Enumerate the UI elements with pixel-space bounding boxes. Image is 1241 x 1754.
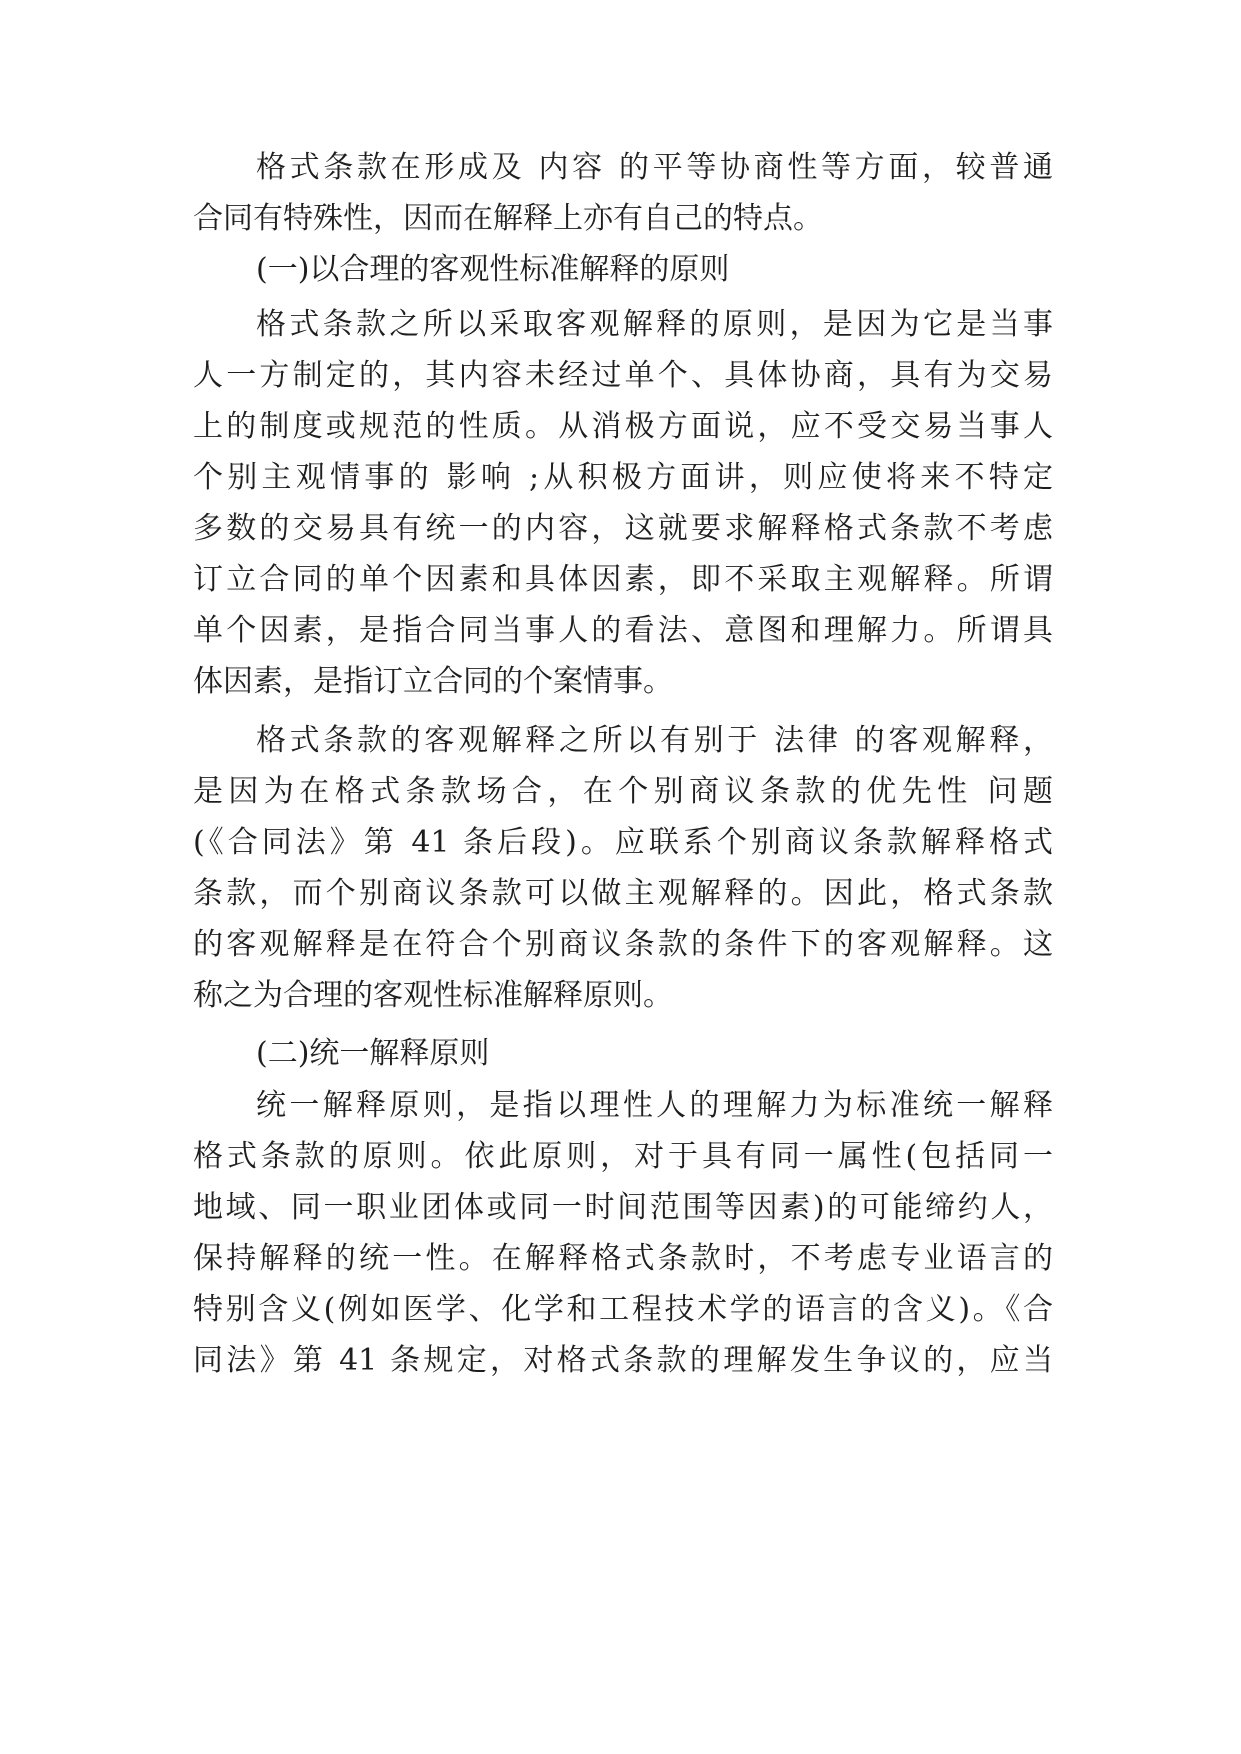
paragraph-line: 同法》第 41 条规定，对格式条款的理解发生争议的，应当: [193, 1343, 1053, 1378]
paragraph-line: 单个因素，是指合同当事人的看法、意图和理解力。所谓具: [193, 613, 1053, 648]
paragraph-line: 称之为合理的客观性标准解释原则。: [193, 978, 673, 1013]
paragraph-line: 格式条款之所以采取客观解释的原则，是因为它是当事: [256, 307, 1053, 342]
paragraph-line: 体因素，是指订立合同的个案情事。: [193, 664, 673, 699]
section-heading: (一)以合理的客观性标准解释的原则: [256, 252, 730, 287]
section-heading: (二)统一解释原则: [256, 1036, 490, 1071]
paragraph-line: 的客观解释是在符合个别商议条款的条件下的客观解释。这: [193, 927, 1053, 962]
paragraph-line: 格式条款的客观解释之所以有别于 法律 的客观解释，: [256, 723, 1053, 758]
paragraph-line: 特别含义(例如医学、化学和工程技术学的语言的含义)。《合: [193, 1292, 1053, 1327]
paragraph-line: 格式条款在形成及 内容 的平等协商性等方面，较普通: [256, 150, 1053, 185]
paragraph-line: 地域、同一职业团体或同一时间范围等因素)的可能缔约人，: [193, 1190, 1053, 1225]
paragraph-line: 订立合同的单个因素和具体因素，即不采取主观解释。所谓: [193, 562, 1053, 597]
paragraph-line: 格式条款的原则。依此原则，对于具有同一属性(包括同一: [193, 1139, 1053, 1174]
paragraph-line: (《合同法》第 41 条后段)。应联系个别商议条款解释格式: [193, 825, 1053, 860]
paragraph-line: 条款，而个别商议条款可以做主观解释的。因此，格式条款: [193, 876, 1053, 911]
paragraph-line: 个别主观情事的 影响 ;从积极方面讲，则应使将来不特定: [193, 460, 1053, 495]
paragraph-line: 是因为在格式条款场合，在个别商议条款的优先性 问题: [193, 774, 1053, 809]
paragraph-line: 人一方制定的，其内容未经过单个、具体协商，具有为交易: [193, 358, 1053, 393]
paragraph-line: 保持解释的统一性。在解释格式条款时，不考虑专业语言的: [193, 1241, 1053, 1276]
paragraph-line: 统一解释原则，是指以理性人的理解力为标准统一解释: [256, 1088, 1053, 1123]
paragraph-line: 上的制度或规范的性质。从消极方面说，应不受交易当事人: [193, 409, 1053, 444]
paragraph-line: 多数的交易具有统一的内容，这就要求解释格式条款不考虑: [193, 511, 1053, 546]
paragraph-line: 合同有特殊性，因而在解释上亦有自己的特点。: [193, 201, 823, 236]
